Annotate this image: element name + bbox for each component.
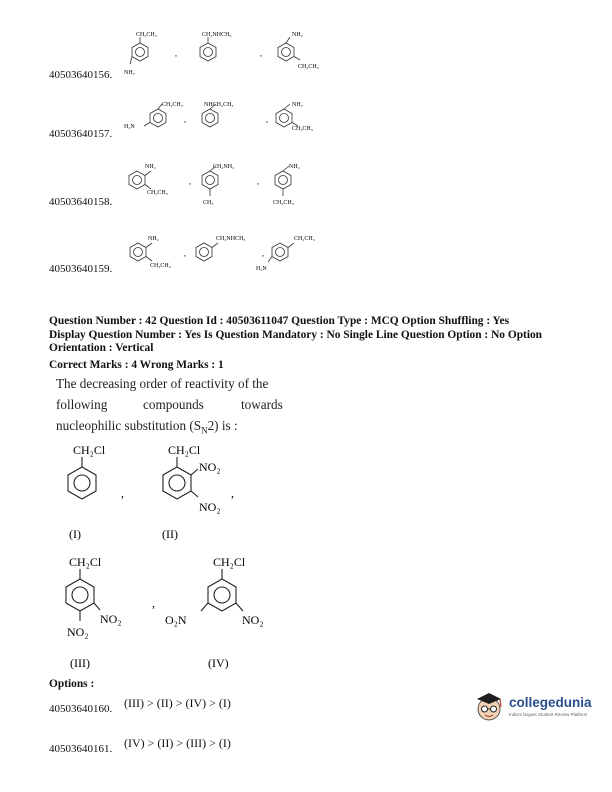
substituent: CH₂CH₃ — [273, 200, 294, 206]
substituent: H₂N — [124, 124, 135, 130]
svg-text:,: , — [260, 49, 262, 58]
substituent: NH₂ — [292, 102, 303, 108]
collegedunia-logo — [471, 689, 601, 725]
option-id: 40503640156. — [49, 69, 113, 81]
substituent: H₂N — [256, 266, 267, 272]
compound-label-II: (II) — [162, 527, 178, 541]
substituent: CH₂CH₃ — [136, 32, 157, 38]
structure-group — [120, 230, 350, 278]
substituent: CH₂CH₃ — [162, 102, 183, 108]
compound-label-I: (I) — [69, 527, 81, 541]
option-id: 40503640160. — [49, 703, 113, 715]
option-text: (III) > (II) > (IV) > (I) — [124, 696, 231, 710]
svg-text:,: , — [184, 115, 186, 124]
svg-text:,: , — [184, 249, 186, 258]
structure-group — [120, 98, 350, 142]
question-text-line: The decreasing order of reactivity of the — [56, 376, 269, 391]
ch2cl-label: CH₂Cl — [69, 555, 102, 569]
no2-label: NO₂ — [199, 500, 221, 514]
substituent: NH₂ — [124, 70, 135, 76]
compounds-III-IV — [55, 553, 295, 673]
ch2cl-label: CH₂Cl — [168, 443, 201, 457]
svg-text:,: , — [152, 596, 155, 610]
benzene-ring — [278, 37, 300, 61]
svg-text:,: , — [175, 49, 177, 58]
question-meta — [49, 315, 589, 356]
substituent: CH₂NH₂ — [213, 164, 235, 170]
ch2cl-label: CH₂Cl — [213, 555, 246, 569]
substituent: NHCH₂CH₃ — [204, 102, 234, 108]
svg-text:,: , — [257, 177, 259, 186]
svg-text:,: , — [189, 177, 191, 186]
svg-text:,: , — [262, 249, 264, 258]
compound-label-III: (III) — [70, 656, 90, 670]
structure-group — [120, 28, 350, 80]
substituent: CH₂CH₃ — [150, 263, 171, 269]
benzene-ring — [130, 37, 148, 64]
compound-label-IV: (IV) — [208, 656, 229, 670]
substituent: NH₂ — [292, 32, 303, 38]
option-text: (IV) > (II) > (III) > (I) — [124, 736, 231, 750]
option-id: 40503640157. — [49, 128, 113, 140]
no2-label: NO₂ — [100, 612, 122, 626]
benzene-ring — [202, 166, 218, 196]
meta-line: Question Number : 42 Question Id : 40503611047 Question Type : MCQ Option Shuffling : Yes — [49, 315, 509, 327]
substituent: CH₂NHCH₃ — [202, 32, 232, 38]
o2n-label: O₂N — [165, 613, 187, 627]
svg-text:,: , — [231, 486, 234, 500]
no2-label: NO₂ — [242, 613, 264, 627]
substituent: CH₂CH₃ — [292, 126, 313, 132]
brand-name: collegedunia — [509, 695, 592, 710]
question-text-line: following compounds towards — [56, 397, 283, 412]
brand-tagline: India's largest Student Review Platform — [509, 712, 588, 717]
substituent: CH₂CH₃ — [298, 64, 319, 70]
benzene-ring — [268, 243, 294, 262]
no2-label: NO₂ — [67, 625, 89, 639]
benzene-ring — [200, 37, 216, 61]
benzene-ring — [129, 171, 151, 189]
option-id: 40503640161. — [49, 743, 113, 755]
benzene-ring — [130, 243, 152, 261]
benzene-ring-II — [163, 457, 198, 499]
compounds-I-II — [55, 440, 275, 550]
graduate-mascot-icon — [471, 689, 507, 725]
substituent: NH₂ — [148, 236, 159, 242]
meta-line: Display Question Number : Yes Is Question Mandatory : No Single Line Question Option : No Option — [49, 328, 543, 341]
marks-line: Correct Marks : 4 Wrong Marks : 1 — [49, 359, 224, 371]
question-text-line: nucleophilic substitution $(S_N2)$ is : — [56, 418, 238, 436]
substituent: CH₃ — [203, 200, 214, 206]
benzene-ring-I — [68, 457, 96, 499]
option-id: 40503640159. — [49, 263, 113, 275]
option-id: 40503640158. — [49, 196, 113, 208]
substituent: CH₂NHCH₃ — [216, 236, 246, 242]
no2-label: NO₂ — [199, 460, 221, 474]
structure-group — [115, 160, 345, 210]
svg-text:,: , — [121, 486, 124, 500]
benzene-ring — [275, 166, 291, 196]
substituent: CH₂CH₃ — [147, 190, 168, 196]
substituent: NH₂ — [289, 164, 300, 170]
meta-line: Orientation : Vertical — [49, 342, 154, 354]
substituent: CH₂CH₃ — [294, 236, 315, 242]
svg-text:,: , — [266, 115, 268, 124]
ch2cl-label: CH₂Cl — [73, 443, 106, 457]
substituent: NH₂ — [145, 164, 156, 170]
benzene-ring — [196, 243, 218, 261]
options-heading: Options : — [49, 678, 95, 690]
benzene-ring-III — [66, 569, 100, 621]
benzene-ring-IV — [201, 569, 243, 611]
